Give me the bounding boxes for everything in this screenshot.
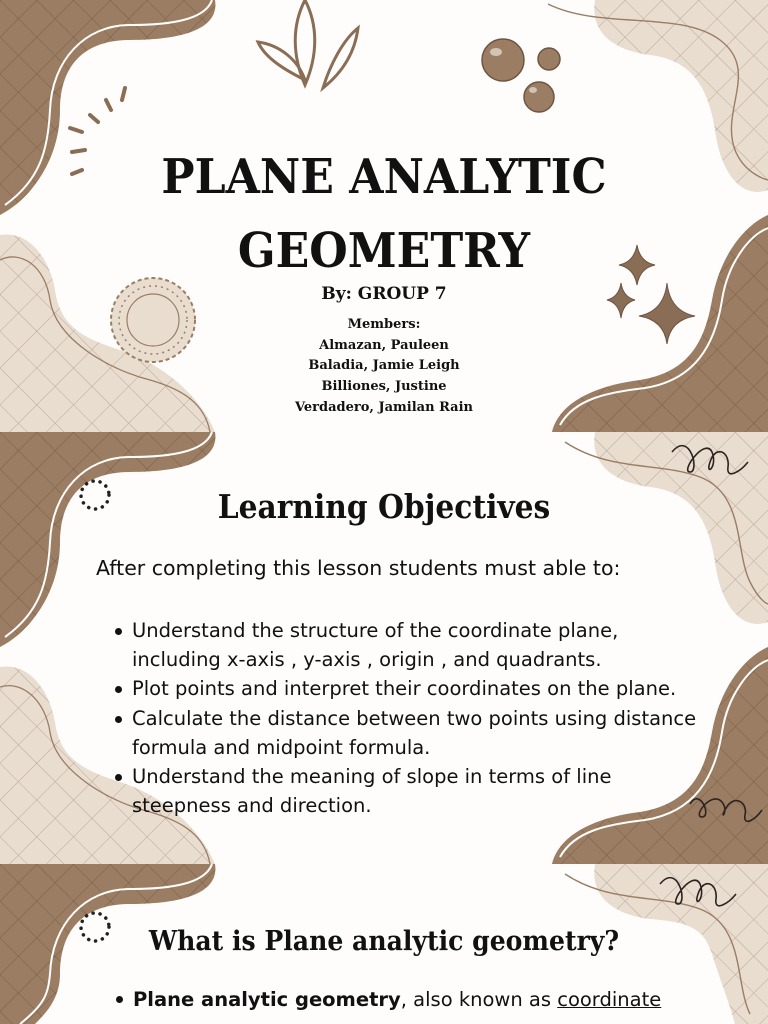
objectives-intro: After completing this lesson students must able to: (96, 556, 621, 580)
main-title-line1: PLANE ANALYTIC (161, 149, 607, 205)
definition-term: Plane analytic geometry (133, 988, 401, 1011)
members-label: Members: (347, 317, 421, 332)
objective-item (112, 616, 732, 674)
members-block (0, 315, 768, 419)
objectives-title: Learning Objectives (217, 487, 551, 526)
objective-line: Understand the structure of the coordinate plane, (132, 619, 619, 642)
member-name: Almazan, Pauleen (319, 337, 449, 353)
definition-title: What is Plane analytic geometry? (148, 926, 620, 957)
definition-line (116, 988, 716, 1011)
coordinate-link[interactable]: coordinate (557, 988, 662, 1011)
objective-line: formula and midpoint formula. (132, 735, 431, 759)
definition-slide (0, 864, 768, 1024)
objective-item (112, 762, 732, 820)
byline: By: GROUP 7 (321, 284, 447, 304)
objective-item (112, 704, 732, 762)
objectives-list (112, 616, 732, 820)
objective-line: steepness and direction. (132, 794, 372, 818)
objective-line: Calculate the distance between two points using distance (132, 706, 697, 730)
objectives-slide (0, 432, 768, 864)
main-title-line2: GEOMETRY (237, 223, 531, 280)
bullet-icon (116, 996, 123, 1003)
member-name: Billiones, Justine (321, 379, 447, 395)
definition-text: , also known as (400, 988, 558, 1011)
member-name: Verdadero, Jamilan Rain (295, 399, 473, 415)
objective-line: Plot points and interpret their coordinates on the plane. (132, 677, 677, 701)
cover-slide (0, 0, 768, 432)
member-name: Baladia, Jamie Leigh (308, 358, 460, 374)
main-title (31, 140, 738, 289)
objective-line: including x-axis , y-axis , origin , and quadrants. (132, 648, 602, 672)
objective-line: Understand the meaning of slope in terms of line (132, 765, 612, 789)
objective-item (112, 674, 732, 703)
leaf-icon (258, 0, 358, 88)
